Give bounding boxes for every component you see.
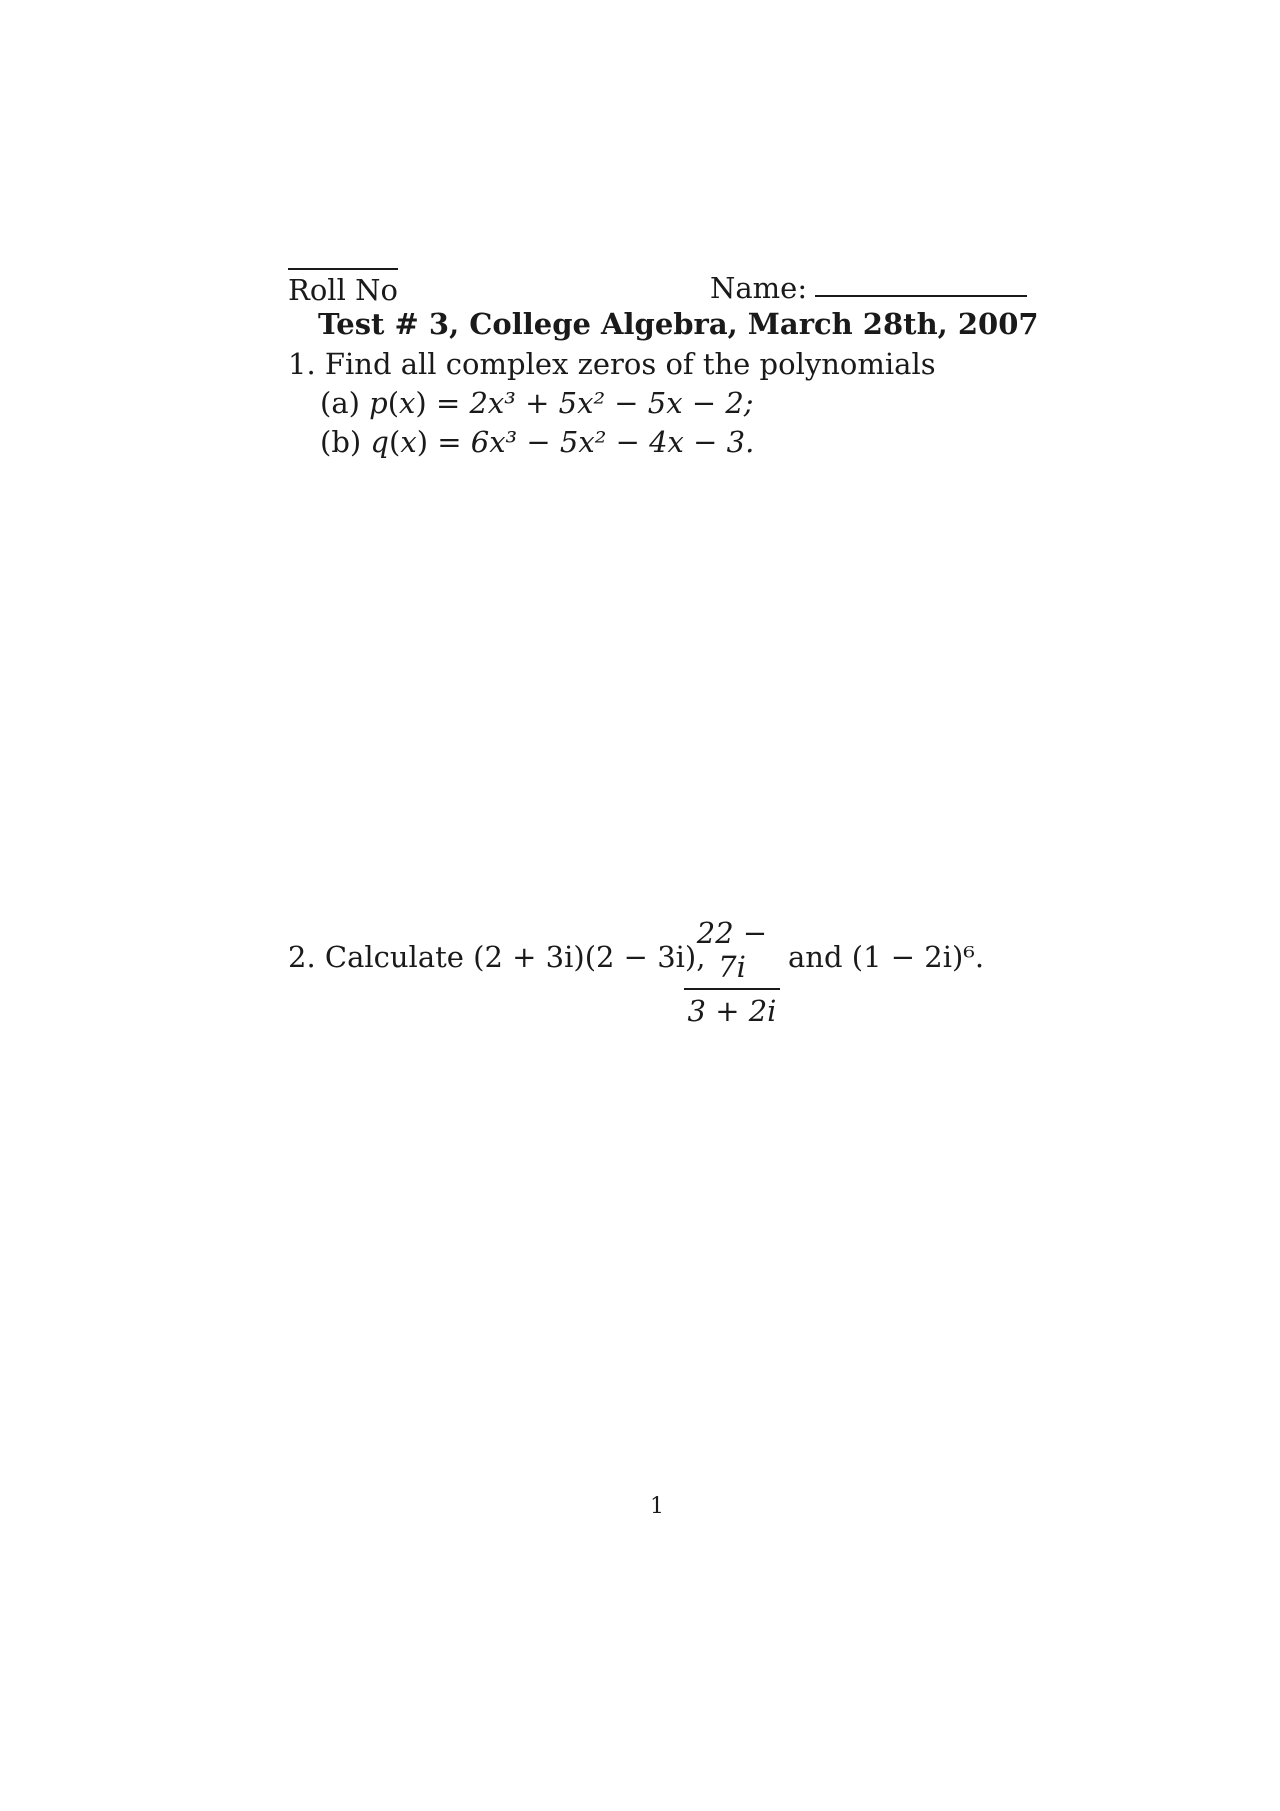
test-title: Test # 3, College Algebra, March 28th, 2007 [318, 307, 1039, 341]
question-1-prompt: 1. Find all complex zeros of the polynomials [288, 347, 936, 381]
part-a-expression: 2x³ + 5x² − 5x − 2; [469, 386, 754, 420]
question-2-fraction [684, 916, 780, 1028]
fraction-numerator: 22 − 7i [696, 916, 768, 984]
roll-number-label: Roll No [288, 268, 398, 308]
question-1b: (b) q(x) = 6x³ − 5x² − 4x − 3. [320, 425, 755, 459]
part-a-variable: x [399, 386, 416, 420]
part-a-label: (a) [320, 386, 360, 420]
page-number: 1 [650, 1494, 664, 1519]
question-2-tail: and (1 − 2i)⁶. [788, 940, 985, 974]
part-b-label: (b) [320, 425, 362, 459]
name-blank-line [815, 295, 1027, 297]
part-b-variable: x [400, 425, 417, 459]
name-label: Name: [710, 271, 808, 305]
part-b-expression: 6x³ − 5x² − 4x − 3. [470, 425, 755, 459]
fraction-denominator: 3 + 2i [687, 994, 777, 1028]
question-1a: (a) p(x) = 2x³ + 5x² − 5x − 2; [320, 386, 754, 420]
part-a-function: p [369, 386, 388, 420]
question-2-prompt: 2. Calculate (2 + 3i)(2 − 3i), [288, 940, 706, 974]
part-b-function: q [370, 425, 389, 459]
